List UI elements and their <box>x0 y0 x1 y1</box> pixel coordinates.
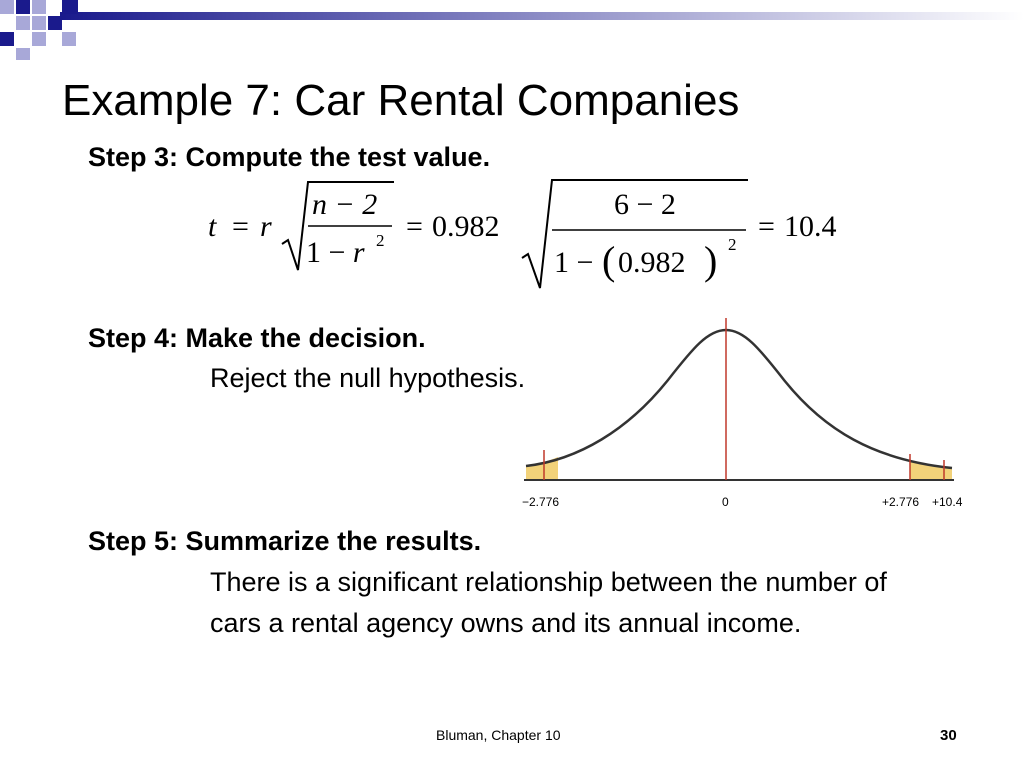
formula-num1: n − 2 <box>312 188 378 221</box>
deco-square <box>16 48 30 60</box>
slide-title: Example 7: Car Rental Companies <box>62 76 740 125</box>
label-zero: 0 <box>722 495 729 509</box>
deco-square <box>32 32 46 46</box>
formula-num2: 6 − 2 <box>614 188 676 221</box>
label-neg-critical: −2.776 <box>522 495 560 509</box>
deco-square <box>48 16 62 30</box>
deco-square <box>16 16 30 30</box>
deco-square <box>0 32 14 46</box>
deco-square <box>32 0 46 14</box>
deco-square <box>62 0 78 14</box>
formula-coef: 0.982 <box>432 210 500 243</box>
svg-text:1 − r <box>306 236 365 269</box>
label-pos-critical: +2.776 <box>882 495 920 509</box>
formula-eq3: = <box>758 210 775 243</box>
density-curve <box>526 330 952 468</box>
formula-exp: 2 <box>376 231 385 250</box>
t-distribution-curve <box>518 310 968 515</box>
formula-paren-right: ) <box>704 238 718 283</box>
label-test-value: +10.4 <box>932 495 963 509</box>
test-value-formula <box>196 170 876 295</box>
formula-den2-val: 0.982 <box>618 246 686 279</box>
deco-square <box>62 32 76 46</box>
deco-square <box>32 16 46 30</box>
step5-body: There is a significant relationship between the number of cars a rental agency owns and its annual income. <box>210 567 887 638</box>
header-gradient-bar <box>60 12 1024 20</box>
formula-r: r <box>260 210 272 243</box>
formula-exp: 2 <box>728 235 737 254</box>
formula-t: t <box>208 210 217 243</box>
formula-den2-a: 1 − <box>554 246 594 279</box>
step5-heading: Step 5: Summarize the results. <box>88 526 482 556</box>
formula-den1-a: 1 − <box>306 236 353 269</box>
page-number: 30 <box>940 727 957 744</box>
formula-eq: = <box>232 210 249 243</box>
formula-eq2: = <box>406 210 423 243</box>
footer-source: Bluman, Chapter 10 <box>436 727 561 743</box>
formula-result: 10.4 <box>784 210 837 243</box>
step4-heading: Step 4: Make the decision. <box>88 323 426 353</box>
header-decoration <box>0 0 1024 60</box>
step3-heading: Step 3: Compute the test value. <box>88 142 491 172</box>
formula-den1-r: r <box>352 236 365 269</box>
deco-square <box>16 0 30 14</box>
step4-body: Reject the null hypothesis. <box>210 363 526 393</box>
formula-paren-left: ( <box>602 238 616 283</box>
deco-square <box>0 0 14 14</box>
